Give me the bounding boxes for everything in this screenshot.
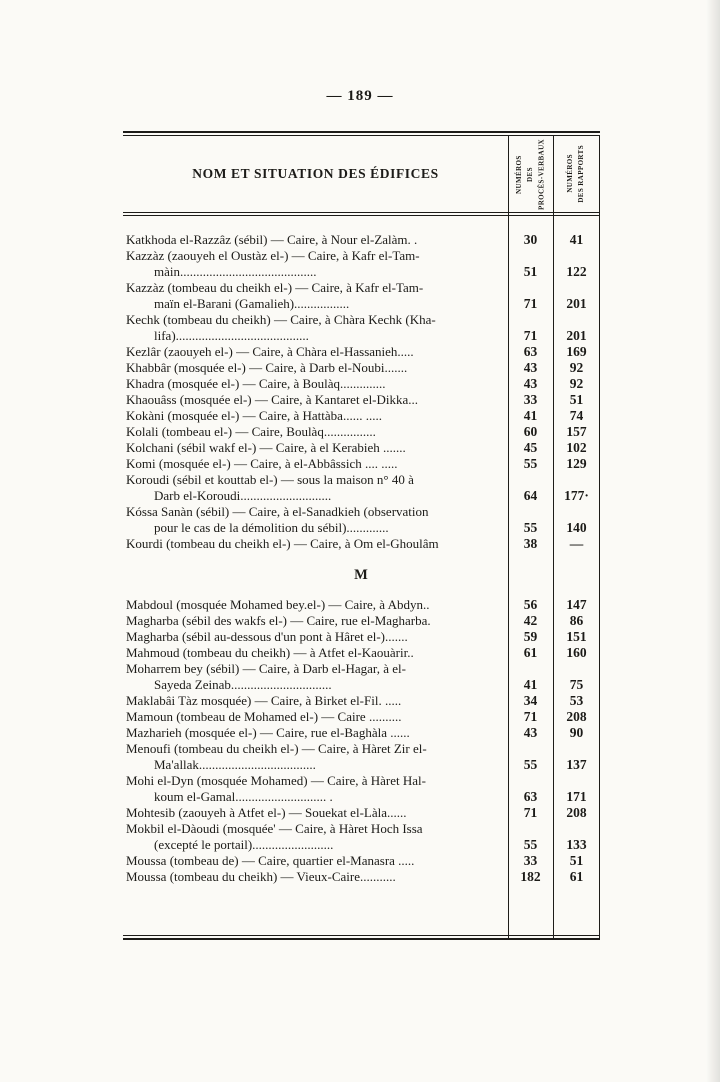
proces-verbaux-number: 63 bbox=[523, 789, 538, 804]
edifice-name bbox=[123, 693, 508, 709]
edifice-name bbox=[123, 280, 508, 312]
table-row bbox=[123, 424, 600, 440]
section-letter: M bbox=[354, 567, 369, 583]
header-line: NUMÉROS bbox=[566, 154, 575, 194]
edifice-name bbox=[123, 725, 508, 741]
proces-verbaux-number: 55 bbox=[523, 520, 538, 535]
table-right-border bbox=[599, 135, 600, 938]
edifice-name bbox=[123, 661, 508, 693]
proces-verbaux-number: 55 bbox=[523, 456, 538, 471]
table-row bbox=[123, 629, 600, 645]
table-row bbox=[123, 440, 600, 456]
table-row bbox=[123, 741, 600, 773]
rapport-number: 157 bbox=[566, 424, 587, 439]
table-row bbox=[123, 248, 600, 280]
table-row bbox=[123, 821, 600, 853]
proces-verbaux-number: 60 bbox=[523, 424, 538, 439]
edifice-name bbox=[123, 504, 508, 536]
proces-verbaux-number: 33 bbox=[523, 392, 538, 407]
rapport-number: 75 bbox=[569, 677, 584, 692]
table-row bbox=[123, 853, 600, 869]
proces-verbaux-number: 61 bbox=[523, 645, 538, 660]
rapport-number: 147 bbox=[566, 597, 587, 612]
proces-verbaux-rotated-label bbox=[514, 139, 548, 210]
edifice-name bbox=[123, 232, 508, 248]
table-row bbox=[123, 360, 600, 376]
proces-verbaux-number: 41 bbox=[523, 677, 538, 692]
table-row bbox=[123, 472, 600, 504]
rapport-number: 160 bbox=[566, 645, 587, 660]
edifice-name-line: Magharba (sébil des wakfs el-) — Caire, rue el-Magharba. bbox=[126, 613, 431, 628]
header-line: PROCÈS-VERBAUX bbox=[537, 138, 546, 210]
edifice-name-line: Khadra (mosquée el-) — Caire, à Boulàq.............. bbox=[126, 376, 386, 391]
edifice-name-line: Mohi el-Dyn (mosquée Mohamed) — Caire, à Hàret Hal- bbox=[126, 773, 426, 788]
column-header-proces-verbaux bbox=[508, 136, 553, 212]
edifice-name-line: Kazzàz (tombeau du cheikh el-) — Caire, à Kafr el-Tam- bbox=[126, 280, 424, 295]
table-row bbox=[123, 597, 600, 613]
edifice-name bbox=[123, 821, 508, 853]
edifice-name-line: Khaouâss (mosquée el-) — Caire, à Kantaret el-Dikka... bbox=[126, 392, 419, 407]
column-header-rapports bbox=[553, 136, 600, 212]
table-row bbox=[123, 344, 600, 360]
rapport-number: 201 bbox=[566, 328, 587, 343]
rapport-number: 122 bbox=[566, 264, 587, 279]
edifice-name-line: Katkhoda el-Razzâz (sébil) — Caire, à Nour el-Zalàm. . bbox=[126, 232, 418, 247]
proces-verbaux-number: 71 bbox=[523, 805, 538, 820]
rapport-number: 74 bbox=[569, 408, 584, 423]
edifice-name-line: Kazzàz (zaouyeh el Oustàz el-) — Caire, à Kafr el-Tam- bbox=[126, 248, 420, 263]
edifice-name-continuation: (excepté le portail)......................... bbox=[154, 837, 334, 852]
edifices-table bbox=[123, 131, 600, 940]
edifice-name-line: Menoufi (tombeau du cheikh el-) — Caire, à Hàret Zir el- bbox=[126, 741, 427, 756]
rapport-number: 208 bbox=[566, 709, 587, 724]
table-row bbox=[123, 456, 600, 472]
edifice-name-continuation: màin.......................................... bbox=[154, 264, 317, 279]
table-row bbox=[123, 232, 600, 248]
table-row bbox=[123, 504, 600, 536]
edifice-name bbox=[123, 613, 508, 629]
edifice-name bbox=[123, 376, 508, 392]
edifice-name bbox=[123, 869, 508, 885]
edifice-name-line: Kezlâr (zaouyeh el-) — Caire, à Chàra el-Hassanieh..... bbox=[126, 344, 414, 359]
header-line: DES bbox=[525, 166, 534, 182]
edifice-name-line: Kóssa Sanàn (sébil) — Caire, à el-Sanadkieh (observation bbox=[126, 504, 429, 519]
proces-verbaux-number: 34 bbox=[523, 693, 538, 708]
edifice-name-continuation: Sayeda Zeinab............................... bbox=[154, 677, 332, 692]
edifice-name-continuation: pour le cas de la démolition du sébil)............. bbox=[154, 520, 389, 535]
edifice-name-line: Koroudi (sébil et kouttab el-) — sous la maison n° 40 à bbox=[126, 472, 414, 487]
edifice-name-line: Maklabâi Tàz mosquée) — Caire, à Birket el-Fil. ..... bbox=[126, 693, 402, 708]
proces-verbaux-number: 55 bbox=[523, 837, 538, 852]
table-row bbox=[123, 613, 600, 629]
table-row bbox=[123, 725, 600, 741]
edifice-name-line: Kokàni (mosquée el-) — Caire, à Hattàba...... ..... bbox=[126, 408, 382, 423]
edifice-name-line: Kolali (tombeau el-) — Caire, Boulàq................ bbox=[126, 424, 376, 439]
rapport-number: 102 bbox=[566, 440, 587, 455]
proces-verbaux-number: 59 bbox=[523, 629, 538, 644]
scan-edge-shadow bbox=[706, 0, 720, 1082]
rapport-number: 92 bbox=[569, 360, 584, 375]
proces-verbaux-number: 33 bbox=[523, 853, 538, 868]
edifice-name bbox=[123, 392, 508, 408]
column-header-nom: NOM ET SITUATION DES ÉDIFICES bbox=[192, 166, 439, 181]
rapport-number: 133 bbox=[566, 837, 587, 852]
rapport-number: 129 bbox=[566, 456, 587, 471]
rapport-number: — bbox=[569, 536, 584, 551]
proces-verbaux-number: 71 bbox=[523, 296, 538, 311]
proces-verbaux-number: 71 bbox=[523, 328, 538, 343]
edifice-name-line: Mahmoud (tombeau du cheikh) — à Atfet el-Kaouàrir.. bbox=[126, 645, 414, 660]
table-row bbox=[123, 709, 600, 725]
proces-verbaux-number: 45 bbox=[523, 440, 538, 455]
proces-verbaux-number: 182 bbox=[520, 869, 541, 884]
proces-verbaux-number: 30 bbox=[523, 232, 538, 247]
edifice-name-continuation: Darb el-Koroudi............................ bbox=[154, 488, 332, 503]
table-row bbox=[123, 869, 600, 885]
edifice-name-line: Khabbâr (mosquée el-) — Caire, à Darb el-Noubi....... bbox=[126, 360, 408, 375]
edifice-name-line: Mazharieh (mosquée el-) — Caire, rue el-Baghàla ...... bbox=[126, 725, 410, 740]
proces-verbaux-number: 42 bbox=[523, 613, 538, 628]
table-row bbox=[123, 536, 600, 552]
rapport-number: 140 bbox=[566, 520, 587, 535]
proces-verbaux-number: 71 bbox=[523, 709, 538, 724]
table-row bbox=[123, 312, 600, 344]
edifice-name-line: Mokbil el-Dàoudi (mosquée' — Caire, à Hàret Hoch Issa bbox=[126, 821, 423, 836]
edifice-name-line: Mohtesib (zaouyeh à Atfet el-) — Souekat el-Làla...... bbox=[126, 805, 407, 820]
edifice-name-line: Kolchani (sébil wakf el-) — Caire, à el Kerabieh ....... bbox=[126, 440, 406, 455]
edifice-name bbox=[123, 456, 508, 472]
table-row bbox=[123, 773, 600, 805]
edifice-name-line: Komi (mosquée el-) — Caire, à el-Abbâssich .... ..... bbox=[126, 456, 398, 471]
proces-verbaux-number: 63 bbox=[523, 344, 538, 359]
edifice-name bbox=[123, 741, 508, 773]
table-body bbox=[123, 216, 600, 885]
edifice-name bbox=[123, 472, 508, 504]
edifice-name bbox=[123, 805, 508, 821]
column-divider bbox=[553, 135, 554, 938]
proces-verbaux-number: 55 bbox=[523, 757, 538, 772]
table-row bbox=[123, 805, 600, 821]
edifice-name-continuation: maïn el-Barani (Gamalieh)................. bbox=[154, 296, 350, 311]
proces-verbaux-number: 43 bbox=[523, 725, 538, 740]
table-row bbox=[123, 392, 600, 408]
edifice-name-continuation: Ma'allak.................................... bbox=[154, 757, 316, 772]
edifice-name bbox=[123, 629, 508, 645]
header-line: NUMÉROS bbox=[514, 154, 523, 194]
rapport-number: 137 bbox=[566, 757, 587, 772]
table-row bbox=[123, 693, 600, 709]
proces-verbaux-number: 43 bbox=[523, 360, 538, 375]
edifice-name bbox=[123, 360, 508, 376]
proces-verbaux-number: 51 bbox=[523, 264, 538, 279]
table-row bbox=[123, 280, 600, 312]
edifice-name-line: Kechk (tombeau du cheikh) — Caire, à Chàra Kechk (Kha- bbox=[126, 312, 436, 327]
edifice-name-line: Moussa (tombeau du cheikh) — Vieux-Caire........... bbox=[126, 869, 396, 884]
rapport-number: 51 bbox=[569, 853, 584, 868]
rapport-number: 171 bbox=[566, 789, 587, 804]
edifice-name bbox=[123, 312, 508, 344]
table-bottom-rule bbox=[123, 935, 600, 940]
rapport-number: 61 bbox=[569, 869, 584, 884]
proces-verbaux-number: 38 bbox=[523, 536, 538, 551]
edifice-name-line: Moussa (tombeau de) — Caire, quartier el-Manasra ..... bbox=[126, 853, 415, 868]
rapport-number: 151 bbox=[566, 629, 587, 644]
edifice-name bbox=[123, 424, 508, 440]
rapports-rotated-label bbox=[565, 145, 587, 203]
column-divider bbox=[508, 135, 509, 938]
edifice-name bbox=[123, 536, 508, 552]
table-row bbox=[123, 645, 600, 661]
edifice-name bbox=[123, 853, 508, 869]
table-header-row bbox=[123, 136, 600, 212]
rapport-number: 92 bbox=[569, 376, 584, 391]
rapport-number: 177· bbox=[564, 488, 589, 503]
rapport-number: 201 bbox=[566, 296, 587, 311]
rapport-number: 51 bbox=[569, 392, 584, 407]
rapport-number: 86 bbox=[569, 613, 584, 628]
edifice-name-continuation: koum el-Gamal............................ . bbox=[154, 789, 333, 804]
table-row bbox=[123, 408, 600, 424]
edifice-name bbox=[123, 440, 508, 456]
edifice-name bbox=[123, 597, 508, 613]
page-number: — 189 — bbox=[326, 88, 394, 104]
header-line: DES RAPPORTS bbox=[577, 145, 586, 203]
edifice-name bbox=[123, 408, 508, 424]
proces-verbaux-number: 56 bbox=[523, 597, 538, 612]
edifice-name-line: Mamoun (tombeau de Mohamed el-) — Caire .......... bbox=[126, 709, 402, 724]
rapport-number: 169 bbox=[566, 344, 587, 359]
edifice-name-continuation: lifa)......................................... bbox=[154, 328, 309, 343]
edifice-name bbox=[123, 248, 508, 280]
edifice-name-line: Mabdoul (mosquée Mohamed bey.el-) — Caire, à Abdyn.. bbox=[126, 597, 430, 612]
rapport-number: 90 bbox=[569, 725, 584, 740]
table-row bbox=[123, 376, 600, 392]
edifice-name-line: Moharrem bey (sébil) — Caire, à Darb el-Hagar, à el- bbox=[126, 661, 406, 676]
edifice-name bbox=[123, 773, 508, 805]
rapport-number: 208 bbox=[566, 805, 587, 820]
proces-verbaux-number: 64 bbox=[523, 488, 538, 503]
proces-verbaux-number: 41 bbox=[523, 408, 538, 423]
table-row bbox=[123, 661, 600, 693]
rapport-number: 41 bbox=[569, 232, 584, 247]
edifice-name bbox=[123, 645, 508, 661]
rapport-number: 53 bbox=[569, 693, 584, 708]
edifice-name-line: Magharba (sébil au-dessous d'un pont à Hâret el-)....... bbox=[126, 629, 408, 644]
edifice-name-line: Kourdi (tombeau du cheikh el-) — Caire, à Om el-Ghoulâm bbox=[126, 536, 439, 551]
edifice-name bbox=[123, 709, 508, 725]
proces-verbaux-number: 43 bbox=[523, 376, 538, 391]
edifice-name bbox=[123, 344, 508, 360]
